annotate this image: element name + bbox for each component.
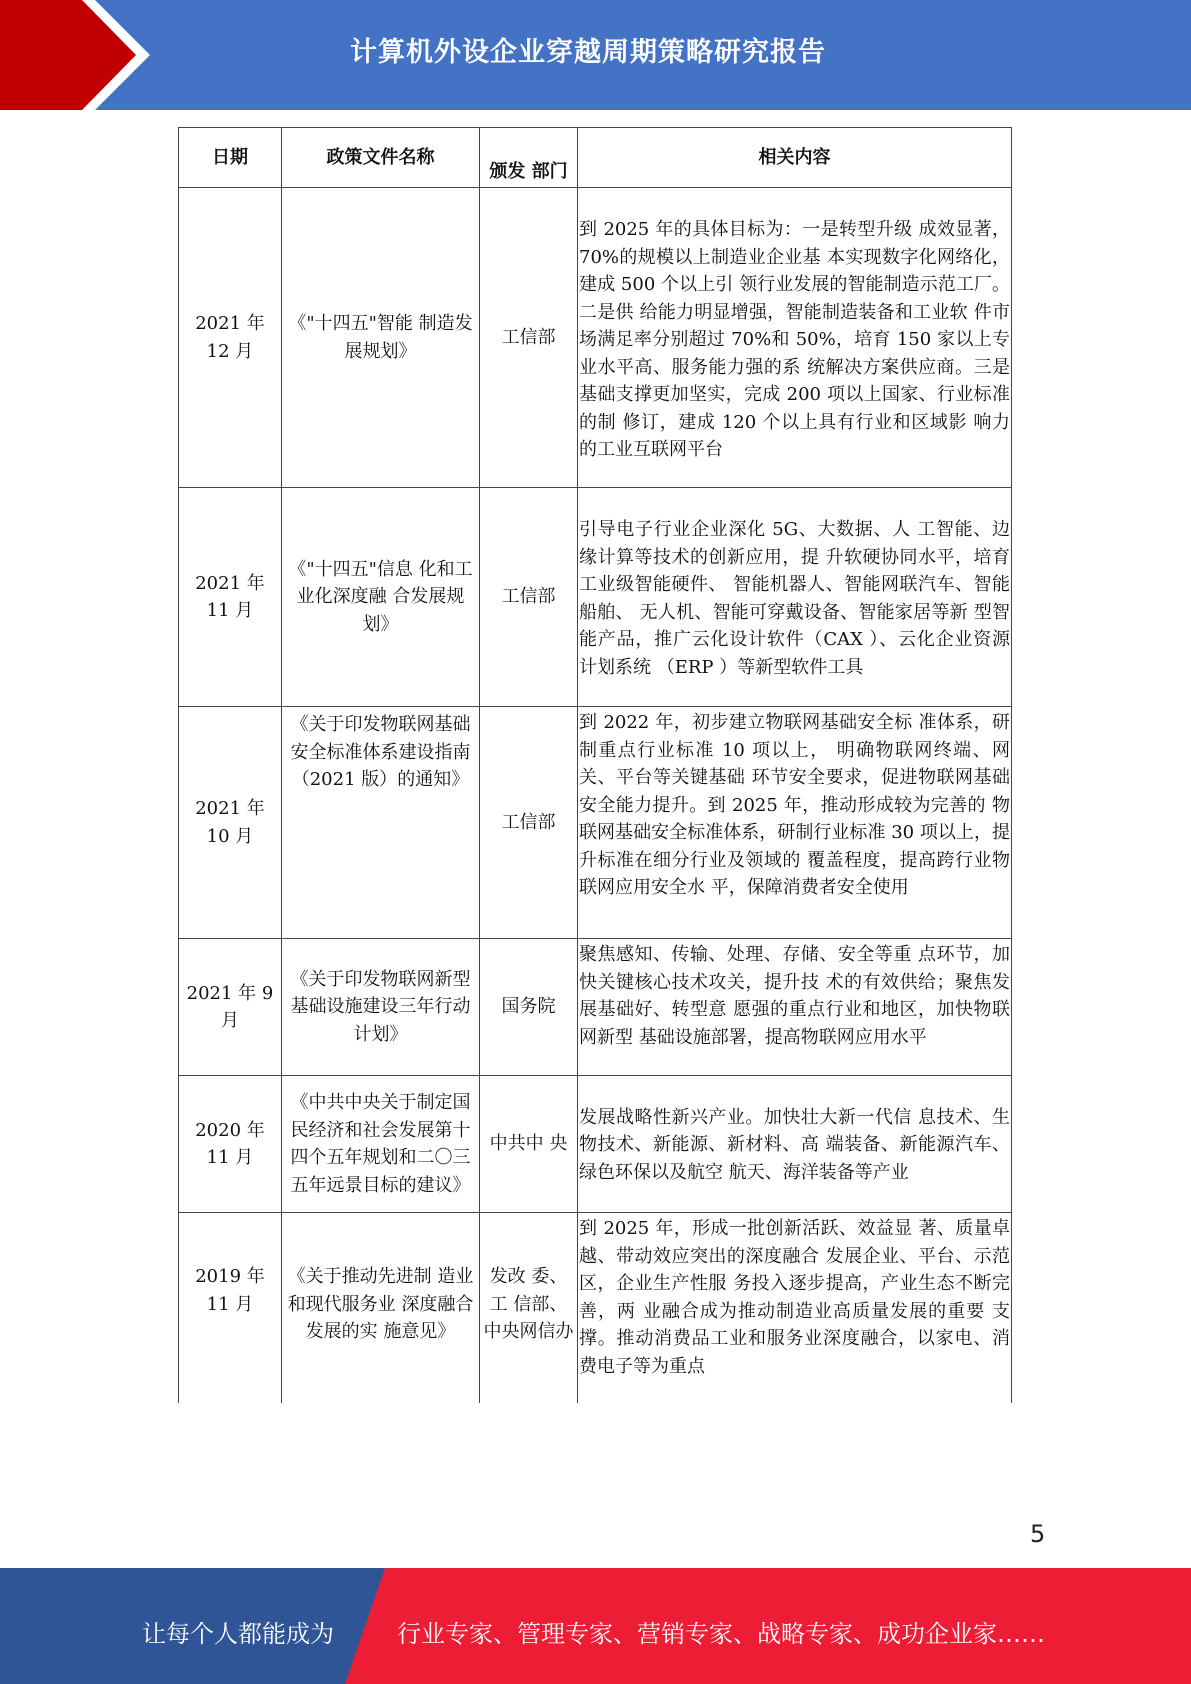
table-row xyxy=(179,1076,1012,1213)
row-date: 2021 年 10 月 xyxy=(179,707,282,939)
header-department: 颁发 部门 xyxy=(480,128,578,188)
row-department: 工信部 xyxy=(480,488,578,707)
row-date: 2019 年 11 月 xyxy=(179,1213,282,1403)
row-content: 引导电子行业企业深化 5G、大数据、人 工智能、边缘计算等技术的创新应用，提 升软硬协同水平，培育工业级智能硬件、 智能机器人、智能网联汽车、智能船舶、 无人机、智能可穿戴设备、智能家居等新 型智能产品，推广云化设计软件（CAX ）、云化企业资源计划系统 （ERP ）等新型软件工具 xyxy=(578,488,1012,707)
table-row xyxy=(179,488,1012,707)
row-content: 发展战略性新兴产业。加快壮大新一代信 息技术、生物技术、新能源、新材料、高 端装备、新能源汽车、绿色环保以及航空 航天、海洋装备等产业 xyxy=(578,1076,1012,1213)
header-content: 相关内容 xyxy=(578,128,1012,188)
footer-slogan-right: 行业专家、管理专家、营销专家、战略专家、成功企业家…… xyxy=(397,1620,1045,1648)
page-header xyxy=(0,0,1191,110)
row-policy-name: 《"十四五"信息 化和工业化深度融 合发展规划》 xyxy=(282,488,480,707)
header-date: 日期 xyxy=(179,128,282,188)
header-policy-name: 政策文件名称 xyxy=(282,128,480,188)
row-content: 到 2025 年，形成一批创新活跃、效益显 著、质量卓越、带动效应突出的深度融合 发展企业、平台、示范区，企业生产性服 务投入逐步提高，产业生态不断完善，两 业融合成为推动制造业高质量发展的重要 支撑。推动消费品工业和服务业深度融合，以家电、消费电子等为重点 xyxy=(578,1213,1012,1403)
header-arrow-decoration xyxy=(0,0,200,110)
table-header-row xyxy=(179,128,1012,188)
row-policy-name: 《关于推动先进制 造业和现代服务业 深度融合发展的实 施意见》 xyxy=(282,1213,480,1403)
table-row xyxy=(179,1213,1012,1403)
policy-table-container xyxy=(178,127,1011,1403)
row-policy-name: 《关于印发物联网基础安全标准体系建设指南（2021 版）的通知》 xyxy=(282,707,480,939)
row-policy-name: 《"十四五"智能 制造发展规划》 xyxy=(282,188,480,488)
row-department: 国务院 xyxy=(480,939,578,1076)
footer-slogan-left: 让每个人都能成为 xyxy=(142,1620,334,1648)
row-policy-name: 《关于印发物联网新型基础设施建设三年行动计划》 xyxy=(282,939,480,1076)
page-number: 5 xyxy=(1030,1520,1046,1548)
row-date: 2021 年 12 月 xyxy=(179,188,282,488)
row-content: 到 2025 年的具体目标为：一是转型升级 成效显著，70%的规模以上制造业企业基 本实现数字化网络化，建成 500 个以上引 领行业发展的智能制造示范工厂。二是供 给能力明显增强，智能制造装备和工业软 件市场满足率分别超过 70%和 50%，培育 150 家以上专业水平高、服务能力强的系 统解决方案供应商。三是基础支撑更加坚实，完成 200 项以上国家、行业标准的制 修订，建成 120 个以上具有行业和区域影 响力的工业互联网平台 xyxy=(578,188,1012,488)
row-department: 工信部 xyxy=(480,188,578,488)
row-department: 工信部 xyxy=(480,707,578,939)
row-content: 到 2022 年，初步建立物联网基础安全标 准体系，研制重点行业标准 10 项以上， 明确物联网终端、网关、平台等关键基础 环节安全要求，促进物联网基础安全能力提升。到 2025 年，推动形成较为完善的 物联网基础安全标准体系，研制行业标准 30 项以上，提升标准在细分行业及领域的 覆盖程度，提高跨行业物联网应用安全水 平，保障消费者安全使用 xyxy=(578,707,1012,939)
row-date: 2021 年 9 月 xyxy=(179,939,282,1076)
row-department: 发改 委、工 信部、中央网信办 xyxy=(480,1213,578,1403)
table-row xyxy=(179,707,1012,939)
row-date: 2021 年 11 月 xyxy=(179,488,282,707)
policy-table xyxy=(178,127,1012,1403)
page-footer xyxy=(0,1568,1191,1684)
table-row xyxy=(179,188,1012,488)
row-date: 2020 年 11 月 xyxy=(179,1076,282,1213)
row-policy-name: 《中共中央关于制定国民经济和社会发展第十四个五年规划和二〇三五年远景目标的建议》 xyxy=(282,1076,480,1213)
row-content: 聚焦感知、传输、处理、存储、安全等重 点环节，加快关键核心技术攻关，提升技 术的有效供给；聚焦发展基础好、转型意 愿强的重点行业和地区，加快物联网新型 基础设施部署，提高物联网应用水平 xyxy=(578,939,1012,1076)
table-row xyxy=(179,939,1012,1076)
row-department: 中共中 央 xyxy=(480,1076,578,1213)
report-title: 计算机外设企业穿越周期策略研究报告 xyxy=(350,37,826,68)
